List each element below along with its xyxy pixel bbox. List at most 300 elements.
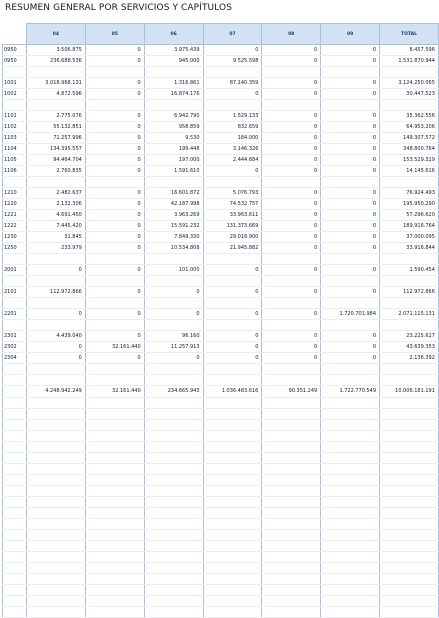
value-cell: 1.591.610 [144, 166, 203, 177]
value-cell: 2.444.684 [203, 155, 262, 166]
empty-cell [262, 375, 321, 386]
value-cell: 0 [321, 166, 380, 177]
empty-cell [3, 552, 27, 563]
value-cell [321, 298, 380, 309]
value-cell: 0 [321, 331, 380, 342]
empty-cell [27, 398, 86, 409]
empty-cell [262, 409, 321, 420]
empty-cell [144, 431, 203, 442]
empty-cell [262, 486, 321, 497]
empty-cell [27, 475, 86, 486]
table-row [3, 342, 439, 353]
value-cell: 0 [321, 243, 380, 254]
empty-row [3, 398, 439, 409]
header-row [3, 24, 439, 45]
empty-cell [203, 364, 262, 375]
value-cell: 0 [203, 353, 262, 364]
empty-cell [321, 364, 380, 375]
value-cell: 11.257.913 [144, 342, 203, 353]
value-cell: 3.124.250.065 [380, 78, 439, 89]
value-cell: 0 [85, 166, 144, 177]
empty-cell [203, 541, 262, 552]
empty-row [3, 519, 439, 530]
empty-cell [262, 541, 321, 552]
value-cell [203, 177, 262, 188]
header-total: TOTAL [380, 24, 439, 45]
value-cell: 0 [85, 331, 144, 342]
empty-cell [85, 431, 144, 442]
empty-cell [27, 508, 86, 519]
total-value-cell: 1.036.483.616 [203, 386, 262, 398]
value-cell: 0 [262, 221, 321, 232]
empty-cell [321, 497, 380, 508]
empty-cell [203, 486, 262, 497]
value-cell: 0 [85, 133, 144, 144]
value-cell: 8.457.596 [380, 45, 439, 56]
value-cell: 0 [262, 89, 321, 100]
table-row [3, 243, 439, 254]
service-code-cell [3, 100, 27, 111]
empty-cell [321, 574, 380, 585]
value-cell: 64.953.206 [380, 122, 439, 133]
empty-cell [321, 409, 380, 420]
empty-cell [3, 574, 27, 585]
empty-cell [3, 398, 27, 409]
value-cell [380, 67, 439, 78]
value-cell: 0 [203, 331, 262, 342]
service-code-cell: 0950 [3, 45, 27, 56]
empty-cell [380, 508, 439, 519]
empty-cell [27, 442, 86, 453]
empty-cell [85, 519, 144, 530]
value-cell: 0 [262, 265, 321, 276]
service-code-cell: 1221 [3, 210, 27, 221]
value-cell [27, 298, 86, 309]
empty-row [3, 530, 439, 541]
empty-cell [144, 519, 203, 530]
value-cell: 2.760.835 [27, 166, 86, 177]
value-cell: 4.872.596 [27, 89, 86, 100]
value-cell: 199.448 [144, 144, 203, 155]
empty-cell [380, 420, 439, 431]
value-cell: 32.161.440 [85, 342, 144, 353]
empty-cell [27, 574, 86, 585]
value-cell [321, 320, 380, 331]
empty-cell [380, 409, 439, 420]
empty-cell [144, 541, 203, 552]
value-cell: 2.482.637 [27, 188, 86, 199]
empty-cell [380, 497, 439, 508]
empty-cell [85, 364, 144, 375]
value-cell [85, 254, 144, 265]
empty-cell [85, 420, 144, 431]
value-cell: 3.146.326 [203, 144, 262, 155]
value-cell: 3.018.968.131 [27, 78, 86, 89]
value-cell [144, 298, 203, 309]
empty-cell [203, 585, 262, 596]
value-cell: 87.140.359 [203, 78, 262, 89]
empty-cell [85, 486, 144, 497]
empty-cell [3, 375, 27, 386]
empty-row [3, 453, 439, 464]
value-cell [321, 276, 380, 287]
empty-cell [203, 442, 262, 453]
value-cell: 2.775.076 [27, 111, 86, 122]
empty-cell [85, 442, 144, 453]
value-cell [144, 276, 203, 287]
empty-cell [27, 431, 86, 442]
empty-cell [321, 563, 380, 574]
value-cell: 0 [321, 188, 380, 199]
empty-cell [3, 464, 27, 475]
value-cell: 0 [321, 287, 380, 298]
empty-cell [85, 574, 144, 585]
value-cell: 7.849.330 [144, 232, 203, 243]
value-cell: 0 [203, 89, 262, 100]
empty-cell [3, 475, 27, 486]
value-cell: 0 [321, 199, 380, 210]
value-cell: 94.464.704 [27, 155, 86, 166]
service-code-cell: 1210 [3, 188, 27, 199]
value-cell: 0 [262, 309, 321, 320]
empty-row [3, 442, 439, 453]
empty-cell [262, 574, 321, 585]
empty-cell [262, 420, 321, 431]
value-cell: 0 [85, 309, 144, 320]
value-cell: 4.439.040 [27, 331, 86, 342]
empty-cell [203, 607, 262, 618]
value-cell: 0 [321, 56, 380, 67]
empty-cell [203, 453, 262, 464]
value-cell: 0 [85, 122, 144, 133]
empty-cell [3, 409, 27, 420]
value-cell: 0 [321, 144, 380, 155]
value-cell: 30.447.523 [380, 89, 439, 100]
value-cell: 1.529.133 [203, 111, 262, 122]
value-cell: 4.691.450 [27, 210, 86, 221]
empty-cell [203, 530, 262, 541]
empty-cell [262, 364, 321, 375]
empty-cell [85, 585, 144, 596]
empty-cell [27, 563, 86, 574]
service-code-cell: 2101 [3, 287, 27, 298]
empty-row [3, 409, 439, 420]
value-cell: 0 [27, 342, 86, 353]
table-row [3, 210, 439, 221]
empty-cell [144, 552, 203, 563]
value-cell: 1.590.454 [380, 265, 439, 276]
value-cell: 0 [262, 144, 321, 155]
empty-cell [321, 464, 380, 475]
value-cell: 0 [203, 265, 262, 276]
empty-cell [321, 431, 380, 442]
value-cell: 101.000 [144, 265, 203, 276]
empty-cell [321, 607, 380, 618]
empty-cell [85, 530, 144, 541]
empty-cell [262, 398, 321, 409]
table-row [3, 221, 439, 232]
value-cell: 96.160 [144, 331, 203, 342]
total-value-cell: 90.351.249 [262, 386, 321, 398]
service-code-cell: 1220 [3, 199, 27, 210]
value-cell: 0 [85, 144, 144, 155]
value-cell: 33.916.844 [380, 243, 439, 254]
empty-cell [262, 453, 321, 464]
value-cell: 0 [262, 155, 321, 166]
value-cell: 0 [262, 331, 321, 342]
value-cell: 0 [262, 45, 321, 56]
empty-cell [321, 519, 380, 530]
empty-cell [203, 464, 262, 475]
service-code-cell [3, 67, 27, 78]
header-chapter-04: 04 [27, 24, 86, 45]
empty-cell [380, 475, 439, 486]
value-cell: 0 [85, 287, 144, 298]
empty-cell [144, 607, 203, 618]
value-cell: 0 [85, 56, 144, 67]
empty-cell [321, 541, 380, 552]
value-cell: 57.296.620 [380, 210, 439, 221]
empty-cell [380, 574, 439, 585]
empty-cell [27, 420, 86, 431]
value-cell: 0 [321, 210, 380, 221]
service-code-cell [3, 298, 27, 309]
empty-cell [203, 409, 262, 420]
service-code-cell: 1250 [3, 243, 27, 254]
value-cell [144, 100, 203, 111]
empty-cell [3, 486, 27, 497]
service-code-cell: 1101 [3, 111, 27, 122]
value-cell [262, 254, 321, 265]
value-cell: 23.225.627 [380, 331, 439, 342]
empty-cell [203, 431, 262, 442]
value-cell [380, 298, 439, 309]
empty-cell [203, 475, 262, 486]
value-cell [380, 254, 439, 265]
empty-cell [321, 453, 380, 464]
value-cell: 0 [203, 309, 262, 320]
value-cell: 0 [27, 309, 86, 320]
empty-cell [262, 563, 321, 574]
value-cell: 0 [85, 45, 144, 56]
empty-cell [144, 409, 203, 420]
value-cell: 0 [27, 353, 86, 364]
value-cell [262, 320, 321, 331]
value-cell [321, 177, 380, 188]
value-cell [203, 276, 262, 287]
value-cell [321, 100, 380, 111]
value-cell [85, 177, 144, 188]
value-cell [262, 100, 321, 111]
empty-cell [85, 563, 144, 574]
empty-cell [203, 552, 262, 563]
value-cell: 7.445.420 [27, 221, 86, 232]
service-code-cell: 2302 [3, 342, 27, 353]
value-cell: 0 [262, 243, 321, 254]
value-cell: 71.257.996 [27, 133, 86, 144]
empty-cell [321, 530, 380, 541]
empty-cell [321, 475, 380, 486]
empty-cell [3, 453, 27, 464]
value-cell: 0 [262, 78, 321, 89]
empty-cell [85, 552, 144, 563]
empty-cell [203, 563, 262, 574]
value-cell: 15.591.232 [144, 221, 203, 232]
empty-cell [27, 375, 86, 386]
value-cell: 236.688.536 [27, 56, 86, 67]
value-cell: 14.145.616 [380, 166, 439, 177]
empty-cell [203, 519, 262, 530]
empty-cell [3, 530, 27, 541]
empty-cell [380, 431, 439, 442]
table-row [3, 199, 439, 210]
empty-cell [144, 574, 203, 585]
value-cell [380, 276, 439, 287]
empty-cell [262, 596, 321, 607]
value-cell: 131.373.669 [203, 221, 262, 232]
value-cell: 0 [262, 342, 321, 353]
value-cell [321, 254, 380, 265]
service-code-cell: 1106 [3, 166, 27, 177]
value-cell: 2.132.306 [27, 199, 86, 210]
value-cell: 2.136.392 [380, 353, 439, 364]
spacer-row [3, 364, 439, 375]
value-cell: 112.972.866 [380, 287, 439, 298]
empty-cell [85, 409, 144, 420]
value-cell [380, 100, 439, 111]
value-cell: 0 [262, 133, 321, 144]
header-chapter-06: 06 [144, 24, 203, 45]
value-cell: 0 [321, 353, 380, 364]
table-row [3, 331, 439, 342]
empty-cell [27, 552, 86, 563]
empty-row [3, 486, 439, 497]
empty-cell [380, 530, 439, 541]
value-cell [380, 177, 439, 188]
empty-row [3, 574, 439, 585]
empty-cell [262, 530, 321, 541]
empty-cell [85, 375, 144, 386]
empty-cell [380, 464, 439, 475]
table-row [3, 265, 439, 276]
value-cell: 0 [262, 122, 321, 133]
service-code-cell: 2001 [3, 265, 27, 276]
empty-row [3, 464, 439, 475]
value-cell: 43.639.353 [380, 342, 439, 353]
empty-cell [144, 508, 203, 519]
value-cell: 0 [203, 342, 262, 353]
empty-cell [380, 585, 439, 596]
empty-cell [380, 453, 439, 464]
empty-cell [380, 563, 439, 574]
empty-cell [321, 398, 380, 409]
empty-cell [262, 431, 321, 442]
empty-cell [380, 486, 439, 497]
empty-cell [203, 420, 262, 431]
empty-cell [144, 364, 203, 375]
table-row [3, 166, 439, 177]
table-body [3, 45, 439, 618]
value-cell [321, 67, 380, 78]
value-cell: 0 [85, 78, 144, 89]
summary-table-container [2, 23, 438, 618]
value-cell: 55.132.851 [27, 122, 86, 133]
summary-table [2, 23, 439, 618]
value-cell: 0 [262, 199, 321, 210]
value-cell: 9.530 [144, 133, 203, 144]
value-cell: 0 [321, 122, 380, 133]
value-cell [27, 67, 86, 78]
empty-cell [85, 497, 144, 508]
empty-cell [85, 596, 144, 607]
total-code-cell [3, 386, 27, 398]
value-cell: 37.000.095 [380, 232, 439, 243]
value-cell: 112.972.866 [27, 287, 86, 298]
value-cell: 31.845 [27, 232, 86, 243]
table-row [3, 287, 439, 298]
value-cell: 233.979 [27, 243, 86, 254]
empty-cell [27, 519, 86, 530]
header-code [3, 24, 27, 45]
total-value-cell: 32.161.440 [85, 386, 144, 398]
value-cell: 184.000 [203, 133, 262, 144]
empty-cell [321, 585, 380, 596]
service-code-cell [3, 177, 27, 188]
empty-cell [380, 364, 439, 375]
value-cell: 0 [203, 166, 262, 177]
value-cell: 0 [85, 353, 144, 364]
value-cell: 0 [85, 243, 144, 254]
empty-cell [27, 453, 86, 464]
empty-row [3, 607, 439, 618]
header-chapter-08: 08 [262, 24, 321, 45]
empty-cell [27, 486, 86, 497]
empty-cell [27, 497, 86, 508]
value-cell: 0 [321, 155, 380, 166]
empty-cell [262, 442, 321, 453]
value-cell: 0 [321, 265, 380, 276]
value-cell: 0 [262, 353, 321, 364]
value-cell: 10.534.808 [144, 243, 203, 254]
value-cell [144, 177, 203, 188]
value-cell: 1.720.701.984 [321, 309, 380, 320]
value-cell [203, 320, 262, 331]
service-code-cell [3, 254, 27, 265]
empty-cell [380, 552, 439, 563]
value-cell: 348.800.764 [380, 144, 439, 155]
value-cell: 3.506.875 [27, 45, 86, 56]
empty-cell [144, 585, 203, 596]
value-cell [144, 254, 203, 265]
empty-cell [27, 596, 86, 607]
total-value-cell: 10.006.181.191 [380, 386, 439, 398]
empty-cell [380, 607, 439, 618]
empty-cell [3, 508, 27, 519]
value-cell: 134.395.557 [27, 144, 86, 155]
value-cell: 0 [321, 111, 380, 122]
empty-row [3, 563, 439, 574]
table-row [3, 56, 439, 67]
empty-row [3, 475, 439, 486]
service-code-cell: 1104 [3, 144, 27, 155]
empty-cell [380, 519, 439, 530]
empty-cell [262, 552, 321, 563]
value-cell: 9.525.598 [203, 56, 262, 67]
value-cell: 0 [85, 155, 144, 166]
value-cell: 0 [262, 111, 321, 122]
empty-cell [203, 596, 262, 607]
empty-cell [27, 364, 86, 375]
